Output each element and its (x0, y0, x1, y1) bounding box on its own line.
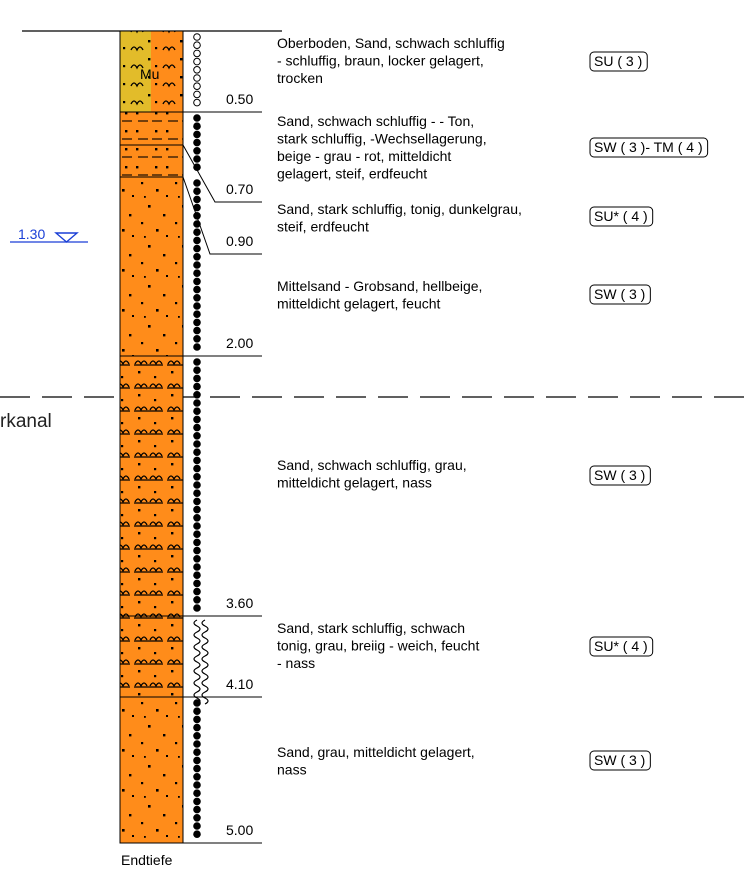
filled-circle-icon (194, 708, 201, 715)
layers-group (120, 31, 708, 843)
hollow-circle-icon (194, 91, 201, 98)
depth-label: 2.00 (226, 335, 254, 351)
soil-class-label: SW ( 3 )- TM ( 4 ) (594, 139, 703, 155)
filled-circle-icon (194, 465, 201, 472)
filled-circle-icon (194, 344, 201, 351)
layer-description-line: Oberboden, Sand, schwach schluffig (277, 35, 505, 51)
filled-circle-icon (194, 572, 201, 579)
filled-circle-icon (194, 156, 201, 163)
filled-circle-icon (194, 831, 201, 838)
filled-circle-icon (194, 449, 201, 456)
filled-circle-icon (194, 700, 201, 707)
filled-circle-icon (194, 757, 201, 764)
filled-circle-icon (194, 564, 201, 571)
hollow-circle-icon (194, 50, 201, 57)
layer-description-line: beige - grau - rot, mitteldicht (277, 148, 452, 164)
layer-description-line: Sand, stark schluffig, schwach (277, 620, 466, 636)
layer-description-line: gelagert, steif, erdfeucht (277, 165, 428, 182)
hollow-circle-icon (194, 83, 201, 90)
filled-circle-icon (194, 286, 201, 293)
filled-circle-icon (194, 482, 201, 489)
layer-description-line: stark schluffig, -Wechsellagerung, (277, 130, 487, 147)
filled-circle-icon (194, 408, 201, 415)
filled-circle-icon (194, 457, 201, 464)
filled-circle-icon (194, 605, 201, 612)
filled-circle-icon (194, 221, 201, 228)
side-label: rkanal (0, 411, 52, 432)
soil-class-label: SW ( 3 ) (594, 286, 646, 302)
filled-circle-icon (194, 490, 201, 497)
filled-circle-icon (194, 180, 201, 187)
hollow-circle-icon (194, 58, 201, 65)
filled-circle-icon (194, 441, 201, 448)
topsoil-label: Mu (140, 66, 160, 82)
depth-label: 5.00 (226, 822, 254, 838)
filled-circle-icon (194, 733, 201, 740)
depth-label: 0.90 (226, 233, 254, 249)
layer-pattern (120, 616, 183, 697)
layer-description-line: trocken (277, 70, 323, 86)
filled-circle-icon (194, 295, 201, 302)
filled-circle-icon (194, 139, 201, 146)
filled-circle-icon (194, 375, 201, 382)
hollow-circle-icon (194, 42, 201, 49)
filled-circle-icon (194, 311, 201, 318)
wavy-lines-icon (194, 620, 200, 704)
filled-circle-icon (194, 245, 201, 252)
hollow-circle-icon (194, 99, 201, 106)
filled-circle-icon (194, 539, 201, 546)
filled-circle-icon (194, 253, 201, 260)
layer-description-line: - schluffig, braun, locker gelagert, (277, 52, 484, 69)
filled-circle-icon (194, 392, 201, 399)
layer-pattern (120, 177, 183, 356)
filled-circle-icon (194, 148, 201, 155)
filled-circle-icon (194, 716, 201, 723)
end-depth-label: Endtiefe (121, 852, 173, 868)
depth-label: 0.50 (226, 91, 254, 107)
filled-circle-icon (194, 741, 201, 748)
soil-class-label: SW ( 3 ) (594, 467, 646, 483)
layer-description-line: nass (277, 761, 307, 778)
filled-circle-icon (194, 278, 201, 285)
filled-circle-icon (194, 506, 201, 513)
hollow-circle-icon (194, 75, 201, 82)
filled-circle-icon (194, 400, 201, 407)
filled-circle-icon (194, 588, 201, 595)
layer-pattern (120, 356, 183, 616)
filled-circle-icon (194, 204, 201, 211)
filled-circle-icon (194, 749, 201, 756)
filled-circle-icon (194, 383, 201, 390)
filled-circle-icon (194, 123, 201, 130)
layer-description-line: Sand, schwach schluffig, grau, (277, 457, 467, 473)
filled-circle-icon (194, 523, 201, 530)
soil-class-label: SU ( 3 ) (594, 53, 643, 69)
groundwater-level-label: 1.30 (18, 226, 46, 242)
filled-circle-icon (194, 188, 201, 195)
filled-circle-icon (194, 815, 201, 822)
soil-class-label: SW ( 3 ) (594, 752, 646, 768)
filled-circle-icon (194, 823, 201, 830)
filled-circle-icon (194, 270, 201, 277)
filled-circle-icon (194, 416, 201, 423)
depth-label: 0.70 (226, 181, 254, 197)
soil-class-label: SU* ( 4 ) (594, 208, 648, 224)
filled-circle-icon (194, 229, 201, 236)
filled-circle-icon (194, 115, 201, 122)
filled-circle-icon (194, 556, 201, 563)
filled-circle-icon (194, 367, 201, 374)
groundwater-marker (10, 226, 88, 242)
filled-circle-icon (194, 597, 201, 604)
layer-description-line: - nass (277, 655, 316, 671)
filled-circle-icon (194, 774, 201, 781)
filled-circle-icon (194, 131, 201, 138)
filled-circle-icon (194, 336, 201, 343)
layer-description-line: Sand, grau, mitteldicht gelagert, (277, 744, 475, 760)
wavy-lines-icon (202, 620, 208, 704)
layer-description-line: tonig, grau, breiig - weich, feucht (277, 637, 480, 654)
filled-circle-icon (194, 319, 201, 326)
filled-circle-icon (194, 213, 201, 220)
layer-pattern (120, 697, 183, 843)
layer-description-line: steif, erdfeucht (277, 218, 369, 235)
filled-circle-icon (194, 798, 201, 805)
filled-circle-icon (194, 424, 201, 431)
filled-circle-icon (194, 196, 201, 203)
filled-circle-icon (194, 359, 201, 366)
filled-circle-icon (194, 433, 201, 440)
filled-circle-icon (194, 262, 201, 269)
filled-circle-icon (194, 237, 201, 244)
filled-circle-icon (194, 765, 201, 772)
filled-circle-icon (194, 474, 201, 481)
water-level-triangle-icon (56, 233, 77, 242)
filled-circle-icon (194, 498, 201, 505)
hollow-circle-icon (194, 67, 201, 74)
soil-class-label: SU* ( 4 ) (594, 638, 648, 654)
depth-label: 4.10 (226, 676, 254, 692)
filled-circle-icon (194, 531, 201, 538)
layer-description-line: mitteldicht gelagert, feucht (277, 295, 441, 312)
filled-circle-icon (194, 724, 201, 731)
layer-description-line: Mittelsand - Grobsand, hellbeige, (277, 278, 483, 294)
filled-circle-icon (194, 303, 201, 310)
filled-circle-icon (194, 515, 201, 522)
depth-label: 3.60 (226, 595, 254, 611)
layer-description-line: Sand, stark schluffig, tonig, dunkelgrau, (277, 201, 522, 217)
filled-circle-icon (194, 327, 201, 334)
filled-circle-icon (194, 782, 201, 789)
filled-circle-icon (194, 806, 201, 813)
filled-circle-icon (194, 580, 201, 587)
layer-description-line: Sand, schwach schluffig - - Ton, (277, 113, 475, 129)
filled-circle-icon (194, 547, 201, 554)
filled-circle-icon (194, 790, 201, 797)
layer-description-line: mitteldicht gelagert, nass (277, 474, 432, 491)
hollow-circle-icon (194, 34, 201, 41)
